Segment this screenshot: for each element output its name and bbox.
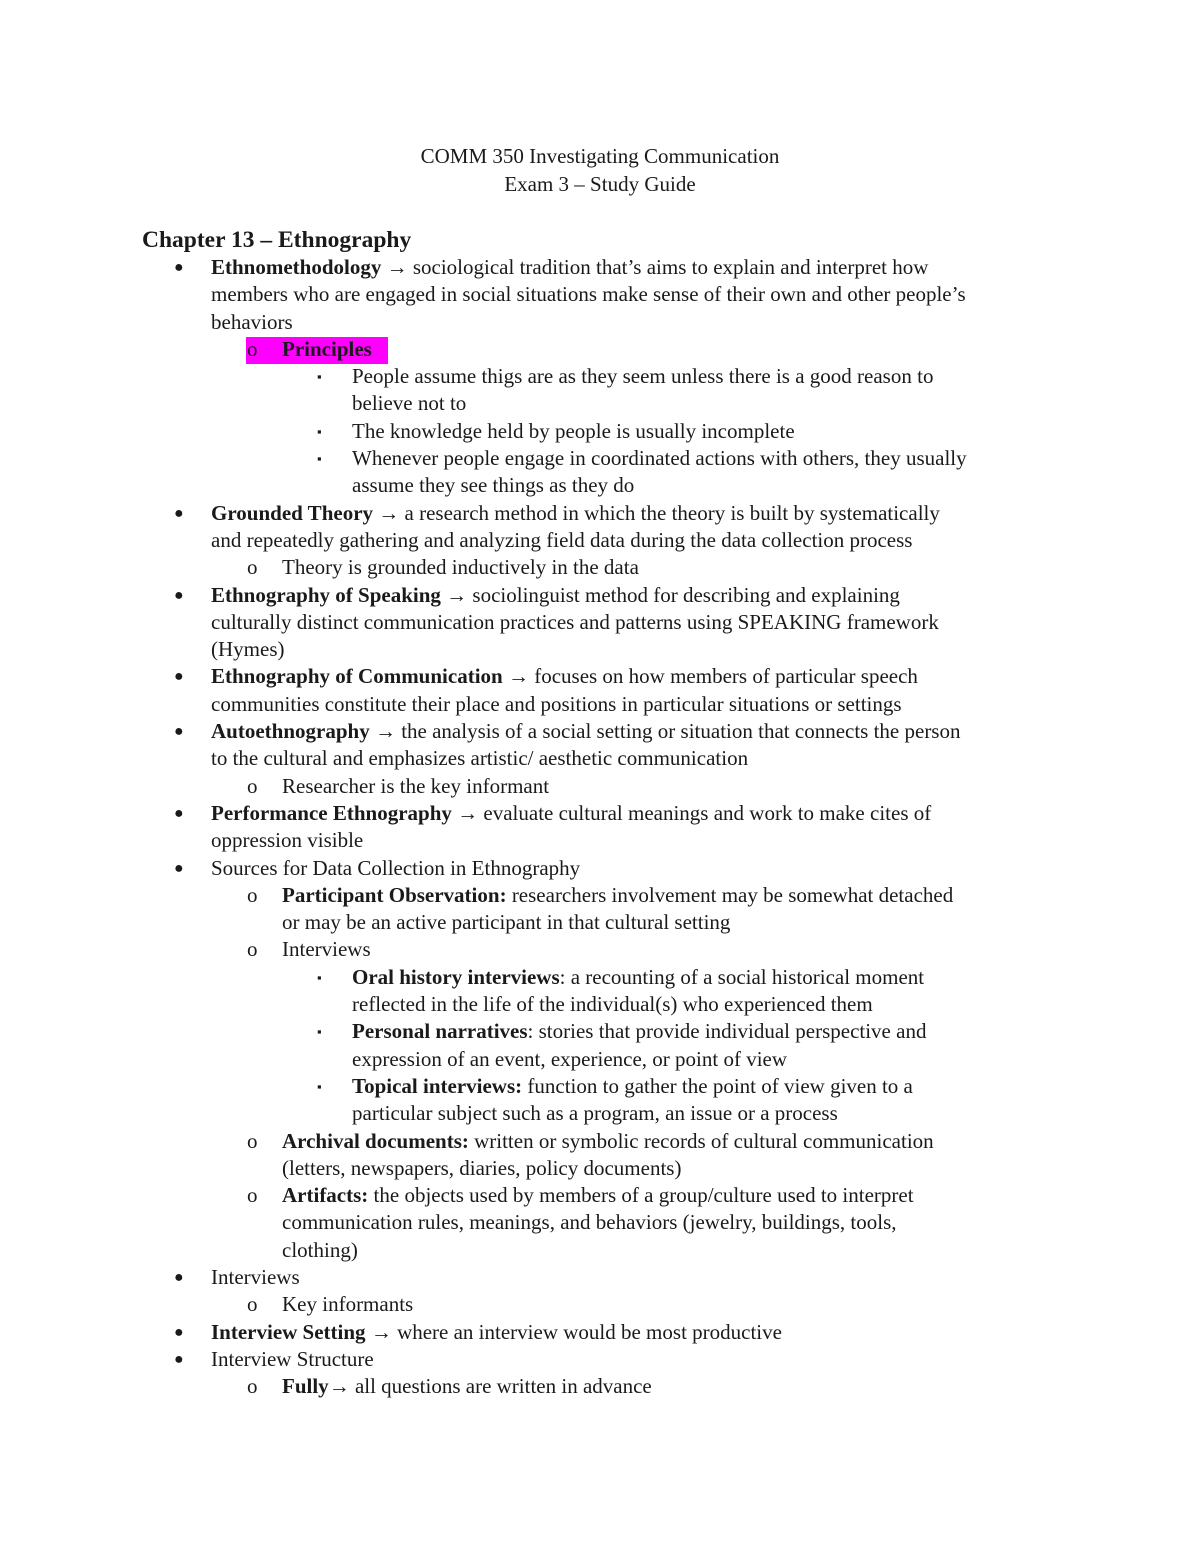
term: Participant Observation: xyxy=(282,882,507,907)
list-item-continuation: reflected in the life of the individual(s) who experienced them xyxy=(352,992,873,1017)
list-item: o Interviews xyxy=(0,936,1200,963)
bullet-icon: ● xyxy=(174,1350,184,1368)
arrow-icon: → xyxy=(378,500,400,525)
list-item: ▪ The knowledge held by people is usually incomplete xyxy=(0,418,1200,445)
term: Artifacts: xyxy=(282,1183,369,1208)
bullet-icon: ● xyxy=(174,804,184,822)
bullet-icon: ● xyxy=(174,1323,184,1341)
arrow-icon: → xyxy=(374,719,396,744)
term: Topical interviews: xyxy=(352,1073,523,1098)
list-item: ▪ Whenever people engage in coordinated actions with others, they usually xyxy=(0,445,1200,472)
bullet-icon: ● xyxy=(174,504,184,522)
list-item: ▪ Topical interviews: function to gather the point of view given to a xyxy=(0,1073,1200,1100)
term: Personal narratives xyxy=(352,1019,528,1044)
list-item: ▪ People assume thigs are as they seem unless there is a good reason to xyxy=(0,363,1200,390)
course-title: COMM 350 Investigating Communication xyxy=(420,144,780,168)
circle-bullet-icon: o xyxy=(247,773,258,798)
list-item-continuation: clothing) xyxy=(282,1237,358,1262)
list-item-continuation: expression of an event, experience, or point of view xyxy=(352,1046,788,1071)
circle-bullet-icon: o xyxy=(247,937,258,962)
term: Performance Ethnography xyxy=(211,800,452,825)
square-bullet-icon: ▪ xyxy=(317,423,322,439)
list-item: ● Interview Setting → where an interview would be most productive xyxy=(0,1319,1200,1346)
term: Ethnography of Speaking xyxy=(211,582,441,607)
arrow-icon: → xyxy=(507,664,529,689)
circle-bullet-icon: o xyxy=(247,882,258,907)
list-item-continuation: (Hymes) xyxy=(211,637,285,662)
list-item-continuation: (letters, newspapers, diaries, policy documents) xyxy=(282,1155,682,1180)
list-item: o Theory is grounded inductively in the data xyxy=(0,554,1200,581)
list-item-continuation: or may be an active participant in that cultural setting xyxy=(282,910,731,935)
circle-bullet-icon: o xyxy=(247,336,258,361)
list-item: o Participant Observation: researchers involvement may be somewhat detached xyxy=(0,882,1200,909)
list-item-continuation: members who are engaged in social situations make sense of their own and other people’s xyxy=(211,282,966,307)
circle-bullet-icon: o xyxy=(247,1374,258,1399)
arrow-icon: → xyxy=(446,582,468,607)
list-item: ● Grounded Theory → a research method in which the theory is built by systematically xyxy=(0,500,1200,527)
square-bullet-icon: ▪ xyxy=(317,1078,322,1094)
list-item: o Researcher is the key informant xyxy=(0,773,1200,800)
list-item: ● Autoethnography → the analysis of a social setting or situation that connects the person xyxy=(0,718,1200,745)
term: Autoethnography xyxy=(211,719,370,744)
square-bullet-icon: ▪ xyxy=(317,369,322,385)
list-item: ● Performance Ethnography → evaluate cultural meanings and work to make cites of xyxy=(0,800,1200,827)
list-item: ▪ Oral history interviews: a recounting of a social historical moment xyxy=(0,964,1200,991)
list-item-continuation: oppression visible xyxy=(211,828,364,853)
list-item-continuation: communication rules, meanings, and behaviors (jewelry, buildings, tools, xyxy=(282,1210,897,1235)
list-item: ● Interview Structure xyxy=(0,1346,1200,1373)
guide-title: Exam 3 – Study Guide xyxy=(504,171,696,196)
term: Archival documents: xyxy=(282,1128,469,1153)
list-item-continuation: assume they see things as they do xyxy=(352,473,635,498)
term: Fully xyxy=(282,1374,329,1399)
circle-bullet-icon: o xyxy=(247,1183,258,1208)
bullet-icon: ● xyxy=(174,259,184,276)
arrow-icon: → xyxy=(370,1319,392,1344)
bullet-icon: ● xyxy=(174,668,184,686)
circle-bullet-icon: o xyxy=(247,1292,258,1317)
term: Interview Setting xyxy=(211,1319,366,1344)
bullet-icon: ● xyxy=(174,723,184,741)
list-item-continuation: communities constitute their place and positions in particular situations or settings xyxy=(211,691,902,716)
term: Oral history interviews xyxy=(352,964,560,989)
arrow-icon: → xyxy=(328,1374,350,1399)
list-item-continuation: particular subject such as a program, an issue or a process xyxy=(352,1101,838,1126)
list-item-continuation: believe not to xyxy=(352,391,467,416)
bullet-icon: ● xyxy=(174,586,184,604)
list-item: o Key informants xyxy=(0,1291,1200,1318)
list-item: ▪ Personal narratives: stories that provide individual perspective and xyxy=(0,1018,1200,1045)
list-item: o Artifacts: the objects used by members of a group/culture used to interpret xyxy=(0,1182,1200,1209)
term: Ethnomethodology xyxy=(211,255,382,279)
term: Ethnography of Communication xyxy=(211,664,503,689)
document-header xyxy=(0,143,1200,198)
arrow-icon: → xyxy=(386,255,408,279)
square-bullet-icon: ▪ xyxy=(317,1024,322,1040)
square-bullet-icon: ▪ xyxy=(317,969,322,985)
term: Grounded Theory xyxy=(211,500,374,525)
list-item-continuation: behaviors xyxy=(211,309,293,334)
square-bullet-icon: ▪ xyxy=(317,451,322,467)
arrow-icon: → xyxy=(457,800,479,825)
list-item: ● Ethnography of Communication → focuses on how members of particular speech xyxy=(0,663,1200,690)
list-item-principles: o Principles xyxy=(0,336,1200,363)
list-item-continuation: and repeatedly gathering and analyzing field data during the data collection process xyxy=(211,527,913,552)
list-item: ● Ethnography of Speaking → sociolinguist method for describing and explaining xyxy=(0,582,1200,609)
outline-list xyxy=(0,254,1200,1400)
list-item: o Archival documents: written or symbolic records of cultural communication xyxy=(0,1128,1200,1155)
bullet-icon: ● xyxy=(174,1268,184,1286)
list-item-continuation: to the cultural and emphasizes artistic/ aesthetic communication xyxy=(211,746,749,771)
circle-bullet-icon: o xyxy=(247,1128,258,1153)
circle-bullet-icon: o xyxy=(247,555,258,580)
list-item: ● Ethnomethodology → sociological tradition that’s aims to explain and interpret how xyxy=(0,254,1200,281)
list-item-continuation: culturally distinct communication practices and patterns using SPEAKING framework xyxy=(211,609,939,634)
list-item: o Fully→ all questions are written in advance xyxy=(0,1373,1200,1400)
chapter-heading: Chapter 13 – Ethnography xyxy=(142,227,412,253)
list-item: ● Sources for Data Collection in Ethnography xyxy=(0,855,1200,882)
list-item: ● Interviews xyxy=(0,1264,1200,1291)
bullet-icon: ● xyxy=(174,859,184,877)
